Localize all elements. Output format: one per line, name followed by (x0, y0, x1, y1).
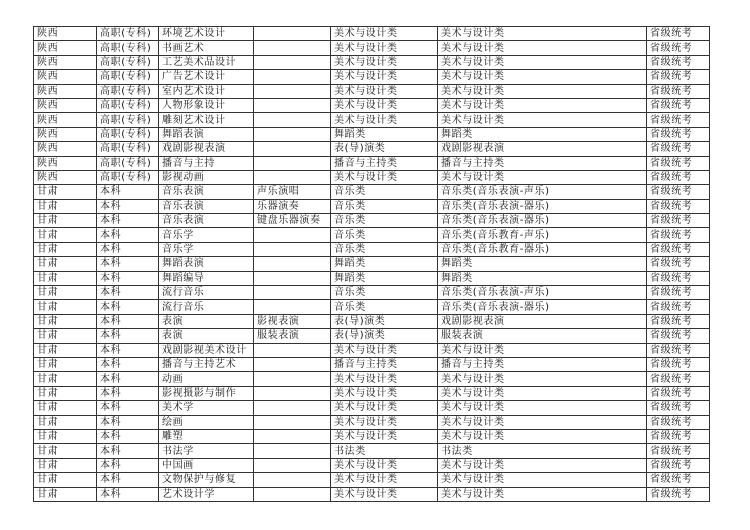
cell-major: 广告艺术设计 (159, 70, 254, 84)
cell-province: 陕西 (34, 27, 97, 41)
cell-exam-subject: 书法类 (438, 444, 647, 458)
cell-exam-type: 省级统考 (647, 415, 710, 429)
cell-exam-subject: 音乐类(音乐教育-声乐) (438, 228, 647, 242)
cell-exam-category: 美术与设计类 (331, 84, 438, 98)
cell-exam-type: 省级统考 (647, 127, 710, 141)
cell-province: 甘肃 (34, 372, 97, 386)
admissions-table (33, 26, 710, 502)
cell-level: 本科 (97, 257, 159, 271)
cell-level: 本科 (97, 286, 159, 300)
cell-level: 本科 (97, 242, 159, 256)
cell-direction: 服装表演 (254, 329, 331, 343)
cell-exam-category: 美术与设计类 (331, 473, 438, 487)
cell-level: 高职(专科) (97, 27, 159, 41)
cell-province: 甘肃 (34, 458, 97, 472)
cell-major: 表演 (159, 314, 254, 328)
cell-major: 播音与主持 (159, 156, 254, 170)
cell-direction (254, 386, 331, 400)
cell-major: 戏剧影视美术设计 (159, 343, 254, 357)
cell-major: 人物形象设计 (159, 98, 254, 112)
cell-exam-category: 美术与设计类 (331, 429, 438, 443)
cell-exam-subject: 舞蹈类 (438, 127, 647, 141)
cell-major: 音乐学 (159, 228, 254, 242)
cell-level: 本科 (97, 415, 159, 429)
cell-exam-subject: 戏剧影视表演 (438, 314, 647, 328)
table-row (34, 257, 710, 271)
cell-exam-subject: 服装表演 (438, 329, 647, 343)
table-row (34, 286, 710, 300)
cell-exam-subject: 舞蹈类 (438, 257, 647, 271)
cell-direction (254, 271, 331, 285)
table-row (34, 156, 710, 170)
cell-exam-type: 省级统考 (647, 343, 710, 357)
cell-exam-category: 表(导)演类 (331, 142, 438, 156)
cell-province: 甘肃 (34, 473, 97, 487)
cell-exam-type: 省级统考 (647, 27, 710, 41)
cell-direction (254, 458, 331, 472)
cell-exam-subject: 美术与设计类 (438, 415, 647, 429)
cell-exam-type: 省级统考 (647, 185, 710, 199)
table-row (34, 199, 710, 213)
cell-major: 影视动画 (159, 170, 254, 184)
cell-exam-subject: 美术与设计类 (438, 458, 647, 472)
cell-exam-type: 省级统考 (647, 314, 710, 328)
cell-exam-category: 美术与设计类 (331, 372, 438, 386)
table-row (34, 458, 710, 472)
cell-province: 陕西 (34, 156, 97, 170)
cell-province: 甘肃 (34, 401, 97, 415)
cell-level: 本科 (97, 343, 159, 357)
cell-exam-category: 美术与设计类 (331, 415, 438, 429)
cell-major: 绘画 (159, 415, 254, 429)
cell-exam-type: 省级统考 (647, 70, 710, 84)
cell-major: 流行音乐 (159, 286, 254, 300)
cell-exam-type: 省级统考 (647, 242, 710, 256)
cell-province: 甘肃 (34, 386, 97, 400)
cell-direction (254, 98, 331, 112)
cell-major: 书画艺术 (159, 41, 254, 55)
table-row (34, 473, 710, 487)
cell-province: 陕西 (34, 127, 97, 141)
cell-exam-subject: 美术与设计类 (438, 343, 647, 357)
cell-province: 甘肃 (34, 444, 97, 458)
cell-exam-type: 省级统考 (647, 142, 710, 156)
cell-level: 高职(专科) (97, 142, 159, 156)
cell-major: 舞蹈表演 (159, 127, 254, 141)
cell-exam-subject: 戏剧影视表演 (438, 142, 647, 156)
cell-major: 舞蹈编导 (159, 271, 254, 285)
cell-exam-subject: 美术与设计类 (438, 401, 647, 415)
cell-level: 本科 (97, 228, 159, 242)
cell-level: 本科 (97, 401, 159, 415)
cell-exam-category: 表(导)演类 (331, 329, 438, 343)
cell-exam-subject: 美术与设计类 (438, 84, 647, 98)
cell-direction (254, 113, 331, 127)
cell-level: 高职(专科) (97, 98, 159, 112)
cell-exam-category: 美术与设计类 (331, 27, 438, 41)
cell-level: 高职(专科) (97, 55, 159, 69)
cell-exam-category: 音乐类 (331, 286, 438, 300)
cell-direction (254, 127, 331, 141)
cell-exam-type: 省级统考 (647, 271, 710, 285)
cell-exam-category: 美术与设计类 (331, 98, 438, 112)
cell-exam-type: 省级统考 (647, 444, 710, 458)
cell-direction (254, 343, 331, 357)
cell-direction (254, 228, 331, 242)
cell-direction: 键盘乐器演奏 (254, 214, 331, 228)
cell-exam-category: 美术与设计类 (331, 487, 438, 501)
cell-exam-type: 省级统考 (647, 170, 710, 184)
cell-major: 工艺美术品设计 (159, 55, 254, 69)
cell-province: 甘肃 (34, 429, 97, 443)
cell-exam-subject: 美术与设计类 (438, 27, 647, 41)
cell-province: 甘肃 (34, 286, 97, 300)
cell-exam-subject: 美术与设计类 (438, 98, 647, 112)
table-row (34, 343, 710, 357)
cell-exam-subject: 音乐类(音乐表演-器乐) (438, 199, 647, 213)
cell-exam-subject: 美术与设计类 (438, 70, 647, 84)
cell-exam-subject: 音乐类(音乐表演-声乐) (438, 286, 647, 300)
cell-exam-category: 美术与设计类 (331, 401, 438, 415)
cell-exam-type: 省级统考 (647, 386, 710, 400)
cell-direction (254, 300, 331, 314)
cell-level: 高职(专科) (97, 156, 159, 170)
table-body (34, 27, 710, 502)
cell-exam-category: 播音与主持类 (331, 357, 438, 371)
table-row (34, 142, 710, 156)
cell-exam-type: 省级统考 (647, 429, 710, 443)
cell-exam-category: 美术与设计类 (331, 41, 438, 55)
cell-exam-type: 省级统考 (647, 357, 710, 371)
cell-exam-type: 省级统考 (647, 329, 710, 343)
cell-direction (254, 401, 331, 415)
cell-province: 甘肃 (34, 415, 97, 429)
cell-exam-category: 美术与设计类 (331, 55, 438, 69)
cell-province: 甘肃 (34, 214, 97, 228)
cell-province: 甘肃 (34, 199, 97, 213)
cell-exam-type: 省级统考 (647, 214, 710, 228)
cell-exam-subject: 美术与设计类 (438, 372, 647, 386)
cell-province: 甘肃 (34, 242, 97, 256)
table-row (34, 271, 710, 285)
cell-direction: 声乐演唱 (254, 185, 331, 199)
cell-province: 甘肃 (34, 487, 97, 501)
cell-major: 音乐学 (159, 242, 254, 256)
cell-exam-category: 音乐类 (331, 199, 438, 213)
cell-level: 本科 (97, 214, 159, 228)
cell-direction (254, 372, 331, 386)
cell-level: 本科 (97, 444, 159, 458)
cell-major: 室内艺术设计 (159, 84, 254, 98)
cell-level: 本科 (97, 329, 159, 343)
table-row (34, 98, 710, 112)
cell-major: 音乐表演 (159, 185, 254, 199)
cell-level: 本科 (97, 386, 159, 400)
cell-exam-type: 省级统考 (647, 372, 710, 386)
cell-exam-category: 音乐类 (331, 300, 438, 314)
cell-exam-subject: 美术与设计类 (438, 429, 647, 443)
cell-province: 陕西 (34, 41, 97, 55)
cell-exam-category: 美术与设计类 (331, 386, 438, 400)
table-row (34, 185, 710, 199)
cell-level: 本科 (97, 473, 159, 487)
cell-major: 动画 (159, 372, 254, 386)
cell-exam-category: 表(导)演类 (331, 314, 438, 328)
cell-major: 中国画 (159, 458, 254, 472)
cell-exam-subject: 音乐类(音乐表演-器乐) (438, 300, 647, 314)
table-row (34, 228, 710, 242)
table-row (34, 242, 710, 256)
cell-exam-subject: 美术与设计类 (438, 55, 647, 69)
cell-direction (254, 473, 331, 487)
table-row (34, 41, 710, 55)
cell-major: 雕刻艺术设计 (159, 113, 254, 127)
cell-exam-category: 美术与设计类 (331, 343, 438, 357)
cell-province: 陕西 (34, 70, 97, 84)
cell-province: 甘肃 (34, 357, 97, 371)
cell-direction (254, 487, 331, 501)
cell-major: 环境艺术设计 (159, 27, 254, 41)
cell-province: 陕西 (34, 142, 97, 156)
cell-exam-subject: 音乐类(音乐教育-器乐) (438, 242, 647, 256)
cell-province: 陕西 (34, 84, 97, 98)
cell-province: 甘肃 (34, 343, 97, 357)
cell-direction (254, 415, 331, 429)
cell-province: 甘肃 (34, 329, 97, 343)
cell-exam-subject: 美术与设计类 (438, 386, 647, 400)
cell-level: 本科 (97, 199, 159, 213)
table-row (34, 314, 710, 328)
cell-level: 本科 (97, 372, 159, 386)
cell-exam-type: 省级统考 (647, 84, 710, 98)
cell-exam-type: 省级统考 (647, 458, 710, 472)
cell-major: 雕塑 (159, 429, 254, 443)
cell-direction (254, 27, 331, 41)
cell-exam-subject: 美术与设计类 (438, 487, 647, 501)
table-row (34, 170, 710, 184)
cell-major: 播音与主持艺术 (159, 357, 254, 371)
cell-exam-subject: 播音与主持类 (438, 156, 647, 170)
cell-province: 陕西 (34, 55, 97, 69)
cell-major: 流行音乐 (159, 300, 254, 314)
cell-level: 高职(专科) (97, 170, 159, 184)
cell-major: 书法学 (159, 444, 254, 458)
cell-direction (254, 41, 331, 55)
table-row (34, 27, 710, 41)
cell-major: 文物保护与修复 (159, 473, 254, 487)
cell-direction (254, 55, 331, 69)
cell-exam-category: 美术与设计类 (331, 170, 438, 184)
cell-direction (254, 156, 331, 170)
cell-level: 高职(专科) (97, 127, 159, 141)
table-row (34, 214, 710, 228)
cell-exam-category: 舞蹈类 (331, 127, 438, 141)
cell-level: 高职(专科) (97, 70, 159, 84)
table-row (34, 84, 710, 98)
cell-exam-subject: 播音与主持类 (438, 357, 647, 371)
cell-direction (254, 257, 331, 271)
cell-major: 戏剧影视表演 (159, 142, 254, 156)
cell-direction (254, 170, 331, 184)
cell-exam-type: 省级统考 (647, 257, 710, 271)
table-row (34, 113, 710, 127)
cell-major: 影视摄影与制作 (159, 386, 254, 400)
cell-exam-subject: 美术与设计类 (438, 170, 647, 184)
cell-direction (254, 286, 331, 300)
table-row (34, 70, 710, 84)
cell-level: 本科 (97, 300, 159, 314)
cell-exam-type: 省级统考 (647, 199, 710, 213)
table-row (34, 487, 710, 501)
cell-province: 陕西 (34, 170, 97, 184)
cell-exam-type: 省级统考 (647, 156, 710, 170)
table-row (34, 127, 710, 141)
table-row (34, 357, 710, 371)
cell-level: 高职(专科) (97, 84, 159, 98)
cell-exam-category: 美术与设计类 (331, 70, 438, 84)
cell-exam-subject: 美术与设计类 (438, 113, 647, 127)
cell-major: 音乐表演 (159, 199, 254, 213)
cell-exam-type: 省级统考 (647, 113, 710, 127)
cell-level: 本科 (97, 314, 159, 328)
cell-exam-subject: 音乐类(音乐表演-器乐) (438, 214, 647, 228)
cell-exam-category: 舞蹈类 (331, 257, 438, 271)
cell-major: 美术学 (159, 401, 254, 415)
table-row (34, 415, 710, 429)
table-row (34, 372, 710, 386)
cell-exam-category: 舞蹈类 (331, 271, 438, 285)
cell-level: 高职(专科) (97, 113, 159, 127)
table-row (34, 329, 710, 343)
cell-level: 本科 (97, 185, 159, 199)
cell-exam-subject: 美术与设计类 (438, 41, 647, 55)
cell-exam-category: 音乐类 (331, 185, 438, 199)
cell-exam-type: 省级统考 (647, 41, 710, 55)
cell-province: 甘肃 (34, 300, 97, 314)
cell-exam-category: 音乐类 (331, 214, 438, 228)
table-row (34, 429, 710, 443)
cell-level: 高职(专科) (97, 41, 159, 55)
table-row (34, 401, 710, 415)
cell-direction (254, 142, 331, 156)
table-row (34, 386, 710, 400)
cell-exam-category: 书法类 (331, 444, 438, 458)
table-row (34, 55, 710, 69)
table-row (34, 300, 710, 314)
cell-exam-category: 音乐类 (331, 242, 438, 256)
cell-exam-type: 省级统考 (647, 487, 710, 501)
cell-level: 本科 (97, 458, 159, 472)
cell-direction: 影视表演 (254, 314, 331, 328)
cell-exam-subject: 音乐类(音乐表演-声乐) (438, 185, 647, 199)
cell-exam-subject: 舞蹈类 (438, 271, 647, 285)
cell-exam-category: 播音与主持类 (331, 156, 438, 170)
cell-exam-type: 省级统考 (647, 401, 710, 415)
cell-exam-category: 音乐类 (331, 228, 438, 242)
cell-level: 本科 (97, 357, 159, 371)
cell-province: 甘肃 (34, 257, 97, 271)
cell-major: 表演 (159, 329, 254, 343)
cell-province: 甘肃 (34, 185, 97, 199)
cell-major: 舞蹈表演 (159, 257, 254, 271)
cell-exam-type: 省级统考 (647, 473, 710, 487)
cell-direction (254, 70, 331, 84)
table-row (34, 444, 710, 458)
cell-direction (254, 444, 331, 458)
cell-level: 本科 (97, 487, 159, 501)
cell-direction (254, 429, 331, 443)
cell-province: 陕西 (34, 113, 97, 127)
cell-province: 甘肃 (34, 271, 97, 285)
cell-province: 陕西 (34, 98, 97, 112)
cell-direction (254, 84, 331, 98)
cell-exam-type: 省级统考 (647, 286, 710, 300)
cell-level: 本科 (97, 271, 159, 285)
cell-exam-category: 美术与设计类 (331, 458, 438, 472)
cell-direction (254, 242, 331, 256)
cell-level: 本科 (97, 429, 159, 443)
cell-exam-type: 省级统考 (647, 55, 710, 69)
cell-exam-type: 省级统考 (647, 98, 710, 112)
cell-direction (254, 357, 331, 371)
cell-exam-type: 省级统考 (647, 228, 710, 242)
cell-exam-category: 美术与设计类 (331, 113, 438, 127)
cell-major: 音乐表演 (159, 214, 254, 228)
cell-direction: 乐器演奏 (254, 199, 331, 213)
cell-major: 艺术设计学 (159, 487, 254, 501)
cell-exam-subject: 美术与设计类 (438, 473, 647, 487)
cell-province: 甘肃 (34, 314, 97, 328)
cell-province: 甘肃 (34, 228, 97, 242)
cell-exam-type: 省级统考 (647, 300, 710, 314)
